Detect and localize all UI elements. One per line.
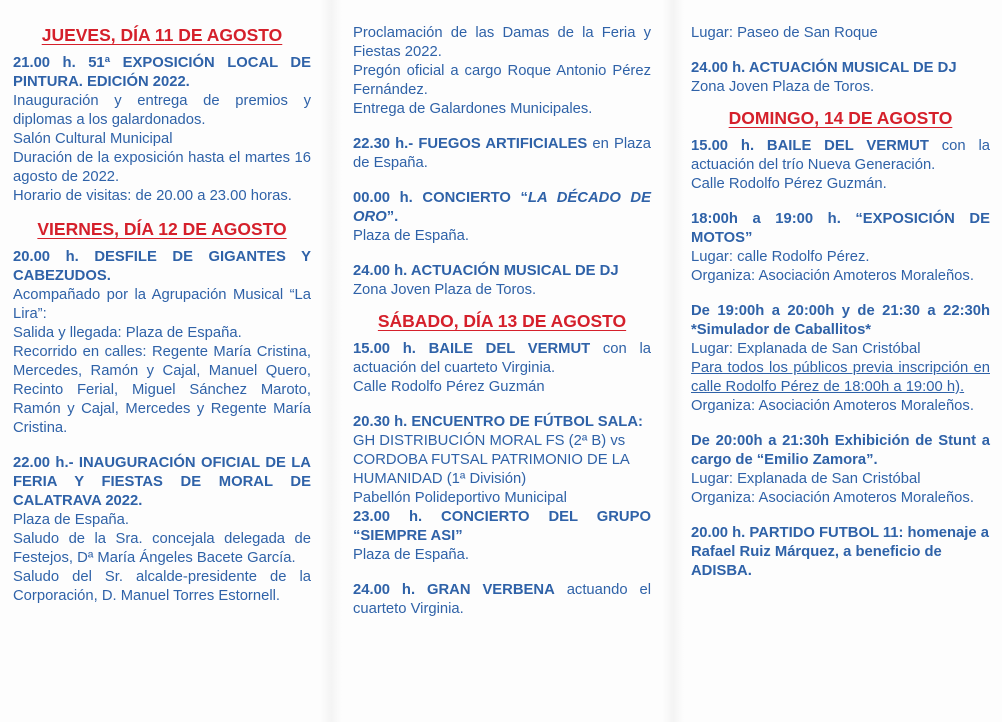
event-title xyxy=(353,189,651,227)
column-3 xyxy=(691,24,990,597)
event-stunt xyxy=(691,432,990,508)
event-title-italic: LA DÉCADO DE ORO xyxy=(353,190,651,225)
event-title: 20.00 h. PARTIDO FUTBOL 11: homenaje a Rafael Ruiz Márquez, a beneficio de ADISBA. xyxy=(691,525,989,579)
event-detail: Calle Rodolfo Pérez Guzmán xyxy=(353,379,545,395)
event-detail: Lugar: Paseo de San Roque xyxy=(691,25,878,41)
event-detail: Plaza de España. xyxy=(353,547,469,563)
event-proclamacion xyxy=(353,24,651,119)
event-detail: Zona Joven Plaza de Toros. xyxy=(353,282,537,298)
event-detail: con la actuación del trío Nueva Generación. xyxy=(691,138,990,173)
event-detail: Calle Rodolfo Pérez Guzmán. xyxy=(691,176,887,192)
event-detail: Acompañado por la Agrupación Musical “La Lira”: xyxy=(13,287,311,322)
event-detail: con la actuación del cuarteto Virginia. xyxy=(353,341,651,376)
event-detail: Recorrido en calles: Regente María Cristina, Mercedes, Ramón y Cajal, Manuel Quero, Recinto Ferial, Miguel Sánchez Maroto, Ramón y Cajal, Mercedes y Regente María Cristina. xyxy=(13,344,311,436)
event-detail: Salón Cultural Municipal xyxy=(13,131,173,147)
event-simulador-caballitos xyxy=(691,302,990,416)
event-fuegos xyxy=(353,135,651,173)
event-detail: en Plaza de España. xyxy=(353,136,651,171)
event-detail: Lugar: calle Rodolfo Pérez. xyxy=(691,249,870,265)
fold-shadow-right xyxy=(662,0,684,722)
event-detail: Organiza: Asociación Amoteros Moraleños. xyxy=(691,490,974,506)
event-exposicion-pintura xyxy=(13,54,311,206)
day-heading-thursday: JUEVES, DÍA 11 DE AGOSTO xyxy=(41,25,283,45)
event-title: 22.00 h.- INAUGURACIÓN OFICIAL DE LA FERIA Y FIESTAS DE MORAL DE CALATRAVA 2022. xyxy=(13,455,311,509)
event-vermut-sunday xyxy=(691,137,990,194)
event-title: 24.00 h. ACTUACIÓN MUSICAL DE DJ xyxy=(691,60,957,76)
event-detail: Inauguración y entrega de premios y diplomas a los galardonados. xyxy=(13,93,311,128)
event-detail: Duración de la exposición hasta el martes 16 agosto de 2022. xyxy=(13,150,311,185)
fold-shadow-left xyxy=(320,0,342,722)
day-heading-saturday: SÁBADO, DÍA 13 DE AGOSTO xyxy=(377,311,627,331)
event-title: 24.00 h. ACTUACIÓN MUSICAL DE DJ xyxy=(353,263,619,279)
event-futbol-sala xyxy=(353,413,651,508)
event-detail: Pregón oficial a cargo Roque Antonio Pérez Fernández. xyxy=(353,63,651,98)
event-dj-friday xyxy=(353,262,651,300)
event-detail: Zona Joven Plaza de Toros. xyxy=(691,79,875,95)
event-detail: actuando el cuarteto Virginia. xyxy=(353,582,651,617)
event-detail: Pabellón Polideportivo Municipal xyxy=(353,490,567,506)
event-detail: GH DISTRIBUCIÓN MORAL FS (2ª B) vs CORDOBA FUTSAL PATRIMONIO DE LA HUMANIDAD (1ª División) xyxy=(353,433,629,487)
event-title: 22.30 h.- FUEGOS ARTIFICIALES xyxy=(353,136,588,152)
event-concierto-siempre xyxy=(353,508,651,565)
event-detail: Plaza de España. xyxy=(353,228,469,244)
event-title-part: ”. xyxy=(386,209,399,225)
event-exposicion-motos xyxy=(691,210,990,286)
event-detail: Proclamación de las Damas de la Feria y Fiestas 2022. xyxy=(353,25,651,60)
column-1 xyxy=(13,20,311,622)
event-detail: Salida y llegada: Plaza de España. xyxy=(13,325,242,341)
day-heading-friday: VIERNES, DÍA 12 DE AGOSTO xyxy=(37,219,287,239)
event-detail: Organiza: Asociación Amoteros Moraleños. xyxy=(691,268,974,284)
event-title: 15.00 h. BAILE DEL VERMUT xyxy=(691,138,929,154)
event-title: De 20:00h a 21:30h Exhibición de Stunt a cargo de “Emilio Zamora”. xyxy=(691,433,990,468)
event-title-part: 00.00 h. CONCIERTO “ xyxy=(353,190,528,206)
column-2 xyxy=(353,24,651,635)
event-title: 23.00 h. CONCIERTO DEL GRUPO “SIEMPRE ASI” xyxy=(353,509,651,544)
event-dj-saturday xyxy=(691,59,990,97)
event-desfile xyxy=(13,248,311,438)
day-heading-sunday: DOMINGO, 14 DE AGOSTO xyxy=(728,108,953,128)
event-title: 20.00 h. DESFILE DE GIGANTES Y CABEZUDOS. xyxy=(13,249,311,284)
event-detail: Saludo de la Sra. concejala delegada de Festejos, Dª María Ángeles Bacete García. xyxy=(13,531,311,566)
event-detail: Entrega de Galardones Municipales. xyxy=(353,101,593,117)
event-detail: Lugar: Explanada de San Cristóbal xyxy=(691,341,921,357)
event-detail: Plaza de España. xyxy=(13,512,129,528)
event-lugar-san-roque xyxy=(691,24,990,43)
event-vermut-saturday xyxy=(353,340,651,397)
event-detail-underlined: Para todos los públicos previa inscripción en calle Rodolfo Pérez de 18:00h a 19:00 h). xyxy=(691,360,990,395)
event-partido-futbol xyxy=(691,524,990,581)
event-detail: Saludo del Sr. alcalde-presidente de la Corporación, D. Manuel Torres Estornell. xyxy=(13,569,311,604)
event-title: 18:00h a 19:00 h. “EXPOSICIÓN DE MOTOS” xyxy=(691,211,990,246)
event-title: 20.30 h. ENCUENTRO DE FÚTBOL SALA: xyxy=(353,414,643,430)
event-detail: Horario de visitas: de 20.00 a 23.00 horas. xyxy=(13,188,292,204)
event-verbena xyxy=(353,581,651,619)
event-concierto-decado xyxy=(353,189,651,246)
event-detail: Organiza: Asociación Amoteros Moraleños. xyxy=(691,398,974,414)
event-inauguracion xyxy=(13,454,311,606)
event-title: 21.00 h. 51ª EXPOSICIÓN LOCAL DE PINTURA. EDICIÓN 2022. xyxy=(13,55,311,90)
event-detail: Lugar: Explanada de San Cristóbal xyxy=(691,471,921,487)
event-title: 24.00 h. GRAN VERBENA xyxy=(353,582,555,598)
event-title: De 19:00h a 20:00h y de 21:30 a 22:30h *Simulador de Caballitos* xyxy=(691,303,990,338)
event-title: 15.00 h. BAILE DEL VERMUT xyxy=(353,341,591,357)
